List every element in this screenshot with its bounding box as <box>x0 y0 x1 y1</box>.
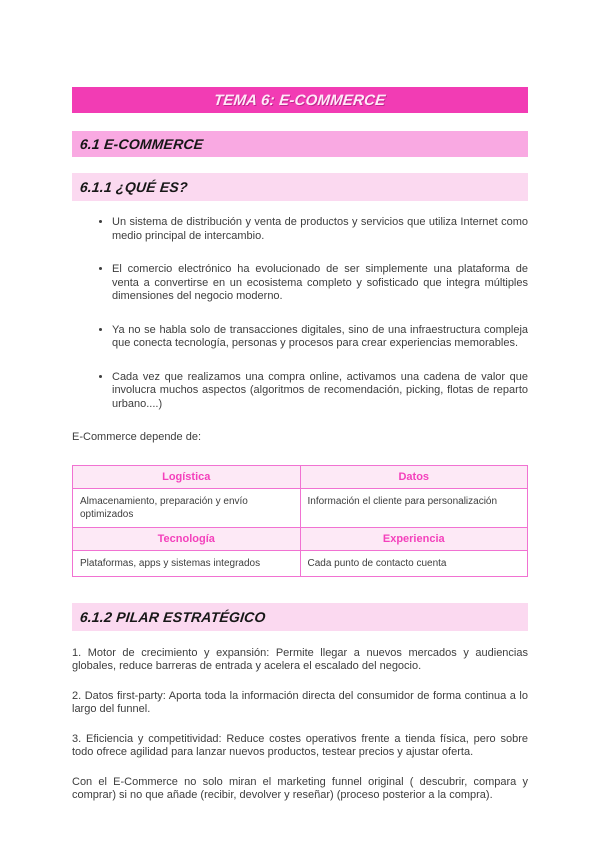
section-heading-text: 6.1 E-COMMERCE <box>79 136 205 152</box>
subsection-heading-text: 6.1.2 PILAR ESTRATÉGICO <box>79 608 267 625</box>
bullet-item: • El comercio electrónico ha evolucionado de ser simplemente una plataforma de venta a convertirse en un ecosistema completo y sofisticado que integra múltiples dimensiones del negocio moderno. <box>112 263 528 304</box>
bullet-item: • Cada vez que realizamos una compra online, activamos una cadena de valor que involucra muchos aspectos (algoritmos de recomendación, picking, flotas de reparto urbano....) <box>112 371 528 412</box>
title-banner <box>72 87 528 113</box>
table-row <box>73 550 528 576</box>
table-cell-datos: Información el cliente para personalización <box>300 488 528 527</box>
subsection-heading-6-1-1 <box>72 173 528 201</box>
subsection-heading-text: 6.1.1 ¿QUÉ ES? <box>79 179 189 195</box>
table-row <box>73 488 528 527</box>
bullet-item: • Ya no se habla solo de transacciones digitales, sino de una infraestructura compleja que conecta tecnología, personas y procesos para crear experiencias memorables. <box>112 324 528 351</box>
bullet-item: • Un sistema de distribución y venta de productos y servicios que utiliza Internet como medio principal de intercambio. <box>112 216 528 243</box>
pilar-paragraph-1: 1. Motor de crecimiento y expansión: Permite llegar a nuevos mercados y audiencias globales, reduce barreras de entrada y acelera el escalado del negocio. <box>72 646 528 672</box>
pilar-paragraph-4: Con el E-Commerce no solo miran el marketing funnel original ( descubrir, compara y comprar) si no que añade (recibir, devolver y reseñar) (proceso posterior a la compra). <box>72 775 528 801</box>
table-header-datos: Datos <box>300 465 528 488</box>
depends-intro: E-Commerce depende de: <box>72 431 202 443</box>
table-header-experiencia: Experiencia <box>300 527 528 550</box>
table-header-row <box>73 527 528 550</box>
pilar-paragraph-2: 2. Datos first-party: Aporta toda la información directa del consumidor de forma continua a lo largo del funnel. <box>72 689 528 715</box>
pilar-paragraph-3: 3. Eficiencia y competitividad: Reduce costes operativos frente a tienda física, pero sobre todo ofrece agilidad para lanzar nuevos productos, testear precios y ajustar oferta. <box>72 732 528 758</box>
title-banner-text: TEMA 6: E-COMMERCE <box>213 91 387 109</box>
depends-table <box>72 465 528 577</box>
que-es-bullet-list <box>72 216 528 411</box>
table-cell-experiencia: Cada punto de contacto cuenta <box>300 550 528 576</box>
table-cell-logistica: Almacenamiento, preparación y envío optimizados <box>73 488 301 527</box>
table-header-logistica: Logística <box>73 465 301 488</box>
table-header-tecnologia: Tecnología <box>73 527 301 550</box>
section-heading-6-1 <box>72 131 528 157</box>
subsection-heading-6-1-2 <box>72 603 528 631</box>
table-header-row <box>73 465 528 488</box>
table-cell-tecnologia: Plataformas, apps y sistemas integrados <box>73 550 301 576</box>
